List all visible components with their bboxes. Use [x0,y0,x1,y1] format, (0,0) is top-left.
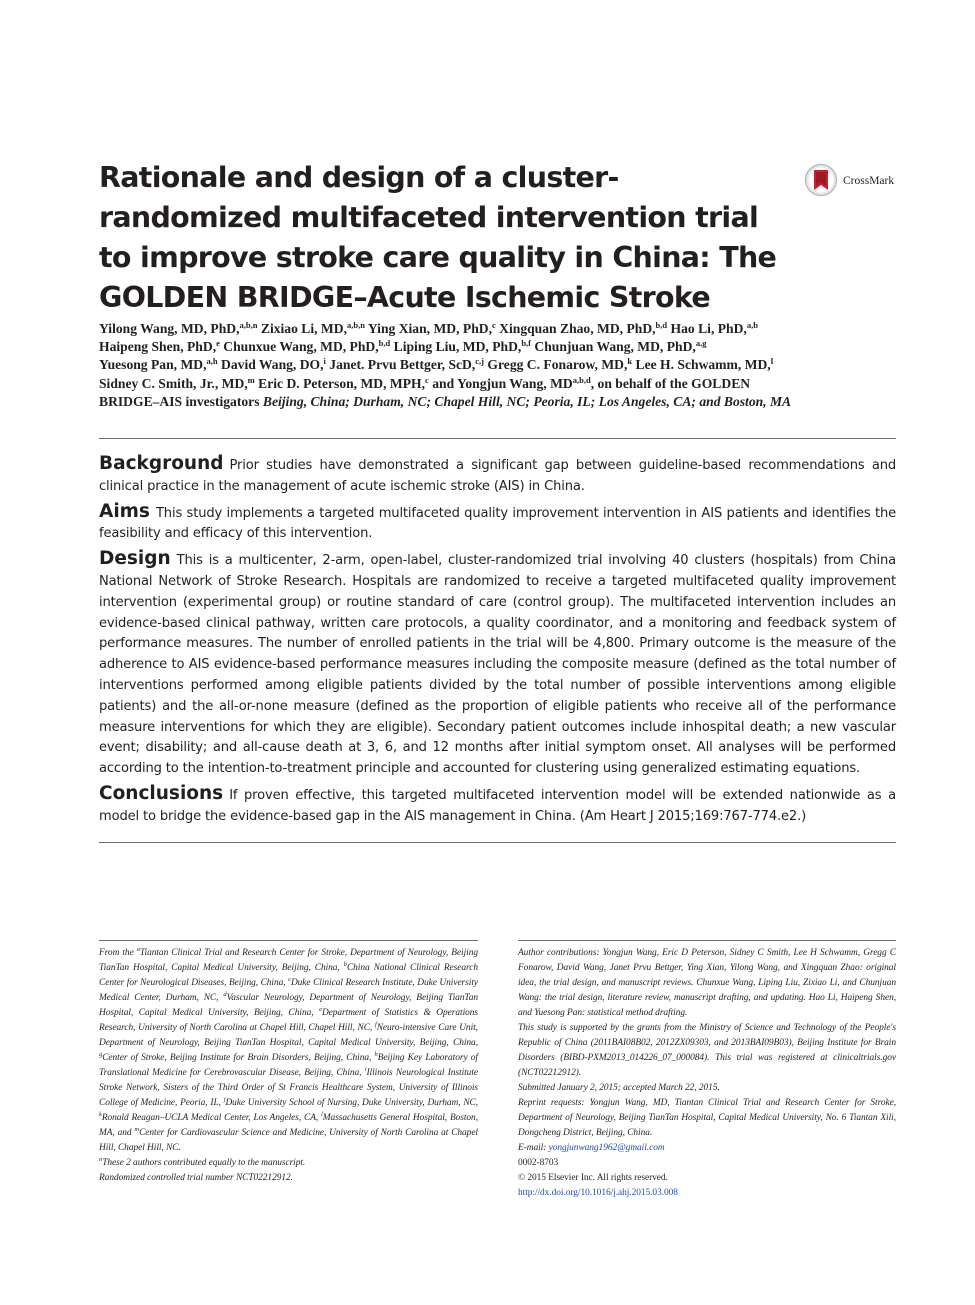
author-line [99,356,896,374]
email-label: E-mail: [518,1143,549,1153]
section-heading: Background [99,453,224,474]
affiliation-mark: m [247,374,255,385]
author-name: Yilong Wang, MD, PhD, [99,321,240,336]
abstract-background [99,454,896,498]
affiliation-mark: c [425,374,429,385]
author-name: Eric D. Peterson, MD, MPH, [258,375,426,391]
affiliation-text: China National Clinical Research Center for Neurological Diseases, Beijing, China, [99,963,478,988]
author-contributions: Author contributions: Yongjun Wang, Eric D Peterson, Sidney C Smith, Lee H Schwamm, Gregg C Fonarow, David Wang, Janet Prvu Bettger, Ying Xian, Yilong Wang, and Xingquan Zhao: original idea, the trial design, and manuscript reviews. Chunxue Wang, Liping Liu, Zixiao Li, and Chunjuan Wang: the trial design, literature review, manuscript drafting, and updating. Hao Li, Haipeng Shen, and Yuesong Pan: statistical method drafting. [518,948,896,1018]
author-suffix: , on behalf of the GOLDEN [590,375,751,391]
affiliation-text: Vascular Neurology, Department of Neurology, Beijing TianTan Hospital, Capital Medical University, Beijing, China, [99,993,478,1018]
author-name: Liping Liu, MD, PhD, [393,339,522,355]
affiliation-text: Department of Statistics & Operations Research, University of North Carolina at Chapel Hill, Chapel Hill, NC, [99,1008,478,1033]
affiliation-text: Illinois Neurological Institute Stroke Network, Sisters of the Third Order of St Francis Healthcare System, University of Illinois College of Medicine, Peoria, IL, [99,1068,478,1108]
affiliation-mark: l [770,356,774,367]
section-text: This study implements a targeted multifaceted quality improvement intervention in AIS patients and identifies the feasibility and efficacy of this intervention. [99,505,896,542]
affiliation-mark: j [223,1096,226,1103]
author-name: Janet. Prvu Bettger, ScD, [329,357,476,373]
affiliation-mark: a,g [695,338,707,349]
author-line [99,338,896,356]
title-block [99,158,896,318]
author-name: Hao Li, PhD, [670,321,747,336]
equal-contribution-note [99,1156,478,1171]
section-text: If proven effective, this targeted multifaceted intervention model will be extended nationwide as a model to bridge the evidence-based gap in the AIS management in China. (Am Heart J 2015;169:767-774.e2.) [99,787,896,824]
affiliation-text: Beijing Key Laboratory of Translational Medicine for Cerebrovascular Disease, Beijing, China, [99,1053,478,1078]
group-author: BRIDGE–AIS investigators [99,393,260,409]
affiliation-text: Tiantan Clinical Trial and Research Center for Stroke, Department of Neurology, Beijing TianTan Hospital, Capital Medical University, Beijing, China, [99,948,478,973]
crossmark-icon [805,164,837,196]
author-name: Sidney C. Smith, Jr., MD, [99,375,248,391]
author-name: Haipeng Shen, PhD, [99,339,217,355]
author-locations: Beijing, China; Durham, NC; Chapel Hill, NC; Peoria, IL; Los Angeles, CA; and Boston, MA [262,393,792,409]
author-name: Xingquan Zhao, MD, PhD, [499,321,656,336]
trial-number-note: Randomized controlled trial number NCT02212912. [99,1173,293,1183]
section-heading: Design [99,548,171,570]
crossmark-label: CrossMark [843,175,895,187]
affiliation-mark: c [288,976,291,983]
affiliation-mark: e [216,338,220,349]
author-name: Lee H. Schwamm, MD, [635,357,771,373]
affiliation-mark: k [627,356,633,367]
author-list [99,320,896,411]
affiliation-mark: e [319,1006,322,1013]
affiliation-mark: m [134,1126,140,1133]
affiliations-footnote [99,946,478,1186]
doi-link[interactable]: http://dx.doi.org/10.1016/j.ahj.2015.03.008 [518,1188,678,1198]
affiliation-mark: a [136,946,140,953]
affiliation-mark: b,f [521,338,531,349]
reprint-requests: Reprint requests: Yongjun Wang, MD, Tiantan Clinical Trial and Research Center for Stroke, Department of Neurology, Beijing TianTan Hospital, Capital Medical University, No. 6 Tiantan Xili, Dongcheng District, Beijing, China. [518,1098,896,1138]
affiliation-mark: b [343,961,347,968]
abstract [99,454,896,832]
author-name: Yuesong Pan, MD, [99,357,207,373]
bottom-divider [99,842,896,843]
note-text: These 2 authors contributed equally to the manuscript. [102,1158,306,1168]
top-divider [99,438,896,439]
affiliation-mark: i [323,356,326,367]
affiliation-text: Duke University School of Nursing, Duke University, Durham, NC, [225,1098,479,1108]
author-name: Gregg C. Fonarow, MD, [487,357,628,373]
submission-dates: Submitted January 2, 2015; accepted March 22, 2015. [518,1083,720,1093]
note-mark: n [99,1156,103,1163]
affiliation-mark: d [223,991,227,998]
author-name: David Wang, DO, [221,357,324,373]
affiliation-mark: g [99,1051,103,1058]
affiliation-mark: k [99,1111,102,1118]
affiliation-mark: a,b,n [239,320,258,330]
email-line [518,1141,896,1156]
footnote-divider-left [99,940,478,941]
author-name: Ying Xian, MD, PhD, [367,321,492,336]
affiliation-text: Ronald Reagan–UCLA Medical Center, Los Angeles, CA, [101,1113,322,1123]
author-name: Zixiao Li, MD, [260,321,347,336]
article-title: Rationale and design of a cluster-randomized multifaceted intervention trial to improve stroke care quality in China: The GOLDEN BRIDGE–Acute Ischemic Stroke [99,161,777,314]
abstract-design [99,549,896,780]
doi-line [518,1186,896,1201]
affiliation-mark: a,b,d [572,374,591,385]
author-name: Chunjuan Wang, MD, PhD, [534,339,696,355]
affiliation-list [99,946,478,1156]
affiliation-mark: a,h [206,356,218,367]
section-heading: Aims [99,500,150,522]
affiliation-text: From the [99,948,137,958]
email-link[interactable]: yongjunwang1962@gmail.com [548,1143,665,1153]
section-text: This is a multicenter, 2-arm, open-label, cluster-randomized trial involving 40 clusters (hospitals) from China National Network of Stroke Research. Hospitals are randomized to receive a targeted multifaceted quality improvement intervention (experimental group) or routine standard of care (control group). The multifaceted intervention includes an evidence-based clinical pathway, written care protocols, a quality coordinator, and a monitoring and feedback system of performance measures. The number of enrolled patients in the trial will be 4,800. Primary outcome is the measure of the adherence to AIS evidence-based performance measures including the composite measure (defined as the total number of interventions performed among eligible patients divided by the total number of possible interventions among eligible patients) and the all-or-none measure (defined as the proportion of eligible patients who receive all of the performance measure interventions for which they are eligible). Secondary patient outcomes include inhospital death; a new vascular event; disability; and all-cause death at 3, 6, and 12 months after initial symptom onset. All analyses will be performed according to the intention-to-treatment principle and accounted for clustering using generalized estimating equations. [99,553,896,777]
affiliation-text: Neuro-intensive Care Unit, Department of Neurology, Beijing TianTan Hospital, Capital Medical University, Beijing, China, [99,1023,478,1048]
affiliation-text: Center of Stroke, Beijing Institute for Brain Disorders, Beijing, China, [102,1053,375,1063]
affiliation-mark: l [321,1111,323,1118]
issn: 0002-8703 [518,1158,559,1168]
affiliation-text: Duke Clinical Research Institute, Duke University Medical Center, Durham, NC, [99,978,478,1003]
affiliation-mark: i [364,1066,367,1073]
copyright: © 2015 Elsevier Inc. All rights reserved. [518,1173,668,1183]
affiliation-mark: a,b,n [346,320,365,330]
footnote-divider-right [518,940,896,941]
abstract-conclusions [99,784,896,828]
funding-note: This study is supported by the grants from the Ministry of Science and Technology of the People's Republic of China (2011BAI08B02, 2012ZX09303, and 2013BAI09B03), Beijing Institute for Brain Disorders (BIBD-PXM2013_014226_07_000084). This trial was registered at clinicaltrials.gov (NCT02212912). [518,1023,896,1078]
abstract-aims [99,502,896,546]
author-line [99,393,896,411]
author-line [99,320,896,338]
affiliation-text: Center for Cardiovascular Science and Medicine, University of North Carolina at Chapel Hill, Chapel Hill, NC. [99,1128,478,1153]
affiliation-mark: c,j [475,356,485,367]
section-text: Prior studies have demonstrated a significant gap between guideline-based recommendations and clinical practice in the management of acute ischemic stroke (AIS) in China. [99,458,896,494]
affiliation-mark: c [491,320,496,330]
author-name: Chunxue Wang, MD, PhD, [223,339,379,355]
affiliation-mark: b,d [655,320,668,330]
section-heading: Conclusions [99,782,224,804]
affiliation-mark: h [374,1051,378,1058]
author-line [99,375,896,393]
affiliation-mark: b,d [378,338,391,349]
affiliation-mark: f [374,1021,377,1028]
article-info-footnote [518,946,896,1201]
crossmark-badge[interactable] [805,164,905,200]
affiliation-text: Massachusetts General Hospital, Boston, MA, and [99,1113,478,1138]
affiliation-mark: a,b [746,320,758,330]
author-name: and Yongjun Wang, MD [432,375,573,391]
